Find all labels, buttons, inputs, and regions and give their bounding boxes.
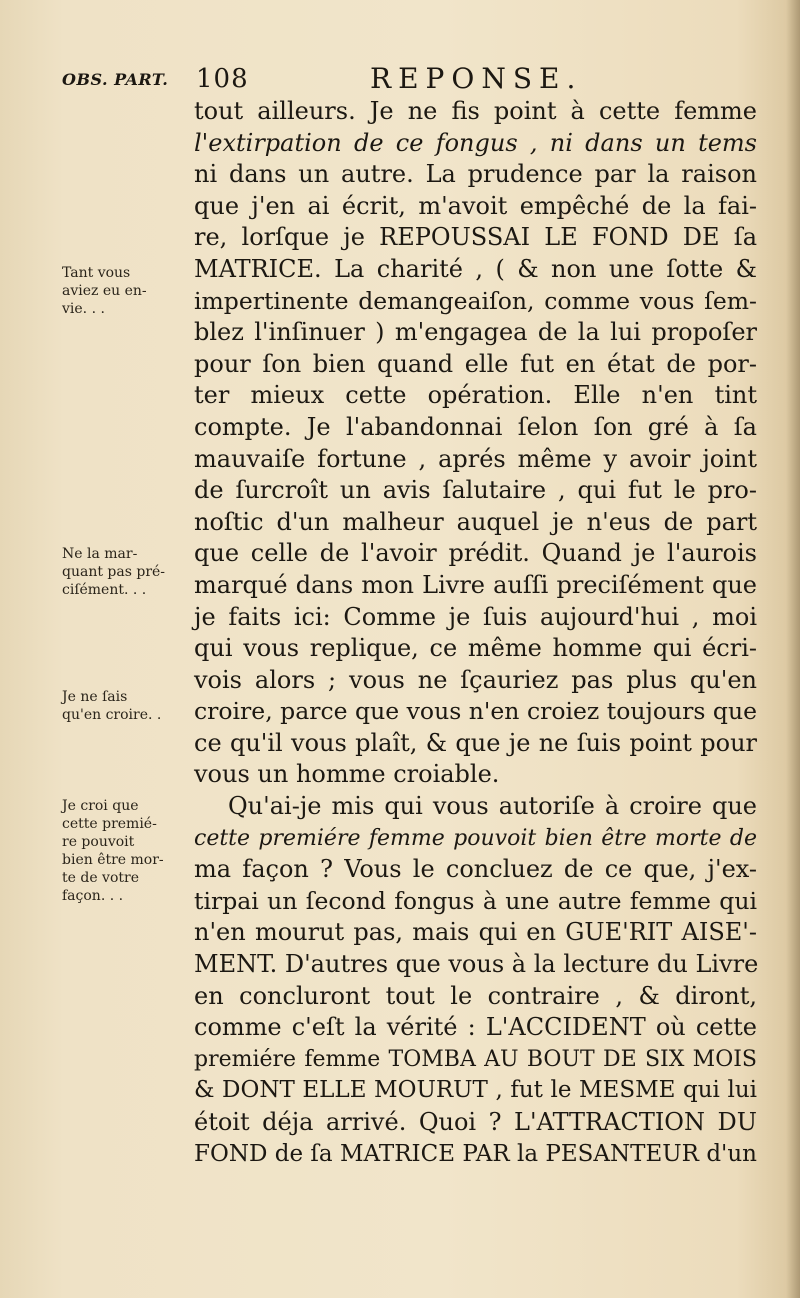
main-text bbox=[194, 96, 757, 1170]
text-line: FOND de ſa MATRICE PAR la PESANTEUR d'un bbox=[194, 1140, 757, 1167]
text-line: que celle de l'avoir prédit. Quand je l'aurois bbox=[194, 539, 757, 568]
text-line: Qu'ai-je mis qui vous autoriſe à croire que bbox=[228, 792, 757, 821]
margin-note-line: Je ne ſais bbox=[62, 689, 128, 705]
margin-note-line: re pouvoit bbox=[62, 834, 135, 850]
margin-note-line: te de votre bbox=[62, 870, 139, 886]
margin-note-line: bien être mor- bbox=[62, 852, 164, 868]
text-line: compte. Je l'abandonnai ſelon ſon gré à ſa bbox=[194, 412, 757, 441]
text-line: ce qu'il vous plaît, & que je ne ſuis point pour bbox=[194, 728, 757, 757]
margin-note bbox=[62, 545, 182, 599]
margin-note-line: Tant vous bbox=[62, 265, 131, 281]
text-line: & DONT ELLE MOURUT , fut le MESME qui lui bbox=[194, 1077, 757, 1104]
margin-note-line: quant pas pré- bbox=[62, 564, 166, 580]
page-title: REPONSE. bbox=[370, 62, 583, 95]
text-line: l'extirpation de ce fongus , ni dans un tems bbox=[194, 128, 757, 157]
text-line: premiére femme TOMBA AU BOUT DE SIX MOIS bbox=[194, 1046, 757, 1072]
page-number: 108 bbox=[196, 64, 249, 94]
text-line: blez l'inſinuer ) m'engagea de la lui propoſer bbox=[194, 318, 757, 347]
text-line: en concluront tout le contraire , & diront, bbox=[194, 981, 757, 1010]
section-label: OBS. PART. bbox=[62, 70, 169, 89]
text-line: ter mieux cette opération. Elle n'en tint bbox=[194, 381, 757, 410]
margin-note-line: Je croi que bbox=[62, 798, 139, 814]
text-line: ma façon ? Vous le concluez de ce que, j'ex- bbox=[194, 855, 757, 884]
text-line: qui vous replique, ce même homme qui écri- bbox=[194, 634, 757, 663]
margin-note-line: cette premié- bbox=[62, 816, 157, 832]
text-line: tirpai un ſecond fongus à une autre femme qui bbox=[194, 886, 757, 915]
page-edge-shadow bbox=[786, 0, 800, 1298]
margin-note-line: ciſément. . . bbox=[62, 582, 147, 598]
text-line: mauvaiſe fortune , aprés même y avoir joint bbox=[194, 444, 757, 473]
text-line: pour ſon bien quand elle fut en état de por- bbox=[194, 349, 757, 378]
text-line: tout ailleurs. Je ne fis point à cette femme bbox=[194, 97, 757, 125]
text-line: croire, parce que vous n'en croiez toujours que bbox=[194, 697, 757, 726]
text-line: je faits ici: Comme je ſuis aujourd'hui , moi bbox=[194, 602, 757, 631]
margin-note bbox=[62, 797, 182, 905]
text-line: noſtic d'un malheur auquel je n'eus de part bbox=[194, 507, 757, 536]
text-line: MENT. D'autres que vous à la lecture du Livre bbox=[194, 950, 759, 979]
text-line: étoit déja arrivé. Quoi ? L'ATTRACTION DU bbox=[194, 1108, 757, 1136]
text-line: ni dans un autre. La prudence par la raison bbox=[194, 160, 757, 189]
text-line: MATRICE. La charité , ( & non une ſotte & bbox=[194, 254, 757, 283]
margin-note bbox=[62, 264, 182, 318]
margin-note bbox=[62, 688, 182, 724]
text-line: cette premiére femme pouvoit bien être morte de bbox=[194, 825, 757, 851]
margin-note-line: Ne la mar- bbox=[62, 546, 138, 562]
text-line: de ſurcroît un avis ſalutaire , qui fut le pro- bbox=[194, 476, 757, 505]
margin-note-line: vie. . . bbox=[62, 301, 105, 317]
text-line: vous un homme croiable. bbox=[194, 760, 500, 789]
text-line: impertinente demangeaiſon, comme vous ſem- bbox=[194, 286, 757, 315]
margin-note-line: qu'en croire. . bbox=[62, 707, 162, 723]
text-line: que j'en ai écrit, m'avoit empêché de la fai- bbox=[194, 191, 757, 220]
text-line: re, lorſque je REPOUSSAI LE FOND DE ſa bbox=[194, 223, 757, 252]
margin-note-line: aviez eu en- bbox=[62, 283, 147, 299]
margin-note-line: façon. . . bbox=[62, 888, 124, 904]
text-line: comme c'eſt la vérité : L'ACCIDENT où cette bbox=[194, 1013, 757, 1042]
text-line: marqué dans mon Livre auſſi preciſément que bbox=[194, 570, 757, 599]
text-line: vois alors ; vous ne ſçauriez pas plus qu'en bbox=[194, 665, 757, 694]
text-line: n'en mourut pas, mais qui en GUE'RIT AISE'- bbox=[194, 918, 757, 947]
